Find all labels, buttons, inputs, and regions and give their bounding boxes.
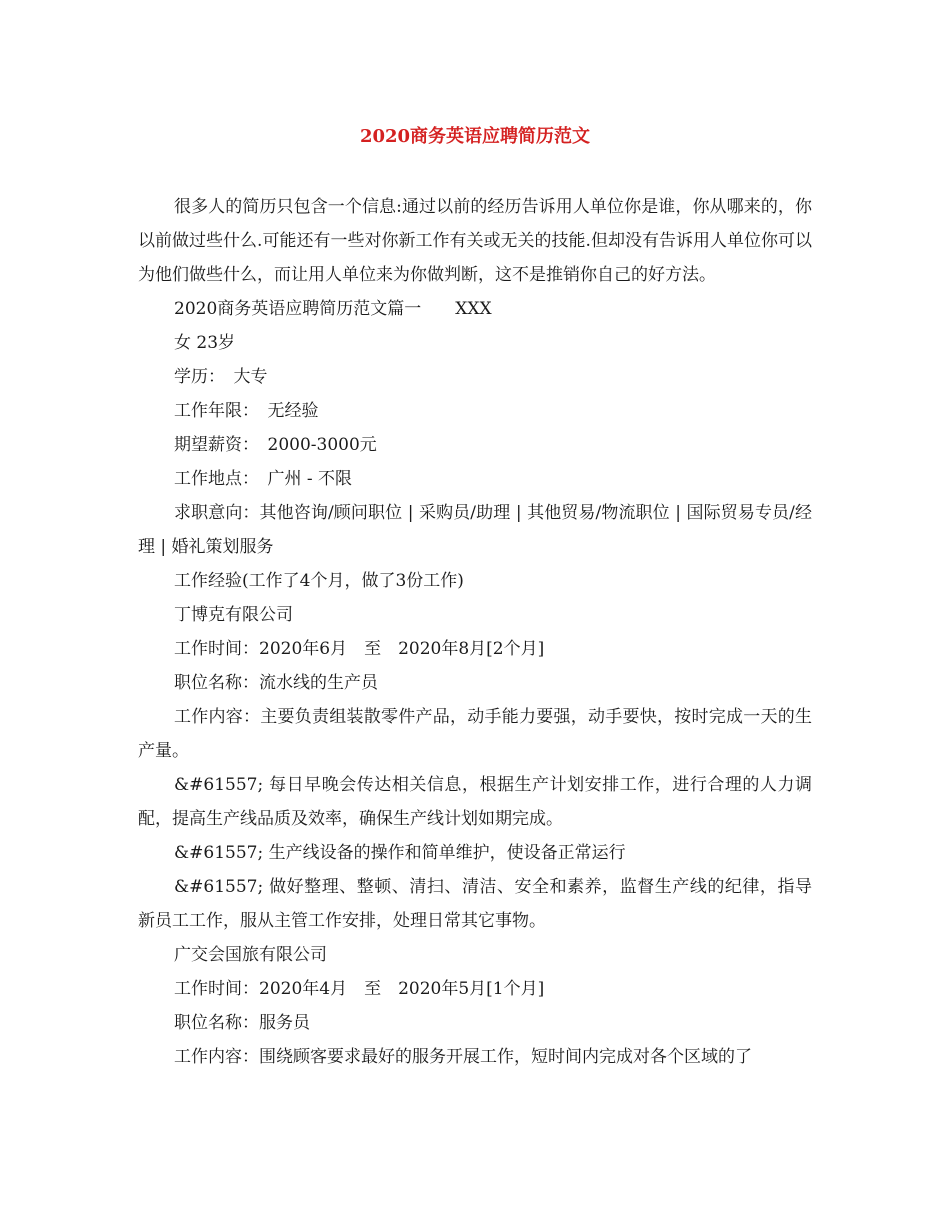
paragraph: 很多人的简历只包含一个信息:通过以前的经历告诉用人单位你是谁，你从哪来的，你以前做过些什么.可能还有一些对你新工作有关或无关的技能.但却没有告诉用人单位你可以为他们做些什么，而让用人单位来为你做判断，这不是推销你自己的好方法。 xyxy=(138,197,812,285)
paragraph: 女 23岁 xyxy=(174,333,236,353)
paragraph: 广交会国旅有限公司 xyxy=(174,945,327,965)
paragraph: 期望薪资： 2000-3000元 xyxy=(174,435,377,455)
paragraph: 2020商务英语应聘简历范文篇一 XXX xyxy=(174,299,492,319)
paragraph: &#61557; 生产线设备的操作和简单维护，使设备正常运行 xyxy=(174,843,626,863)
paragraph: 工作时间：2020年4月 至 2020年5月[1个月] xyxy=(174,979,545,999)
paragraph: 工作地点： 广州 - 不限 xyxy=(174,469,353,489)
paragraph: 工作内容：围绕顾客要求最好的服务开展工作，短时间内完成对各个区域的了 xyxy=(174,1047,752,1067)
paragraph: 工作内容：主要负责组装散零件产品，动手能力要强，动手要快，按时完成一天的生产量。 xyxy=(138,707,812,761)
paragraph: 求职意向：其他咨询/顾问职位 | 采购员/助理 | 其他贸易/物流职位 | 国际贸易专员/经理 | 婚礼策划服务 xyxy=(138,503,812,557)
document-body xyxy=(138,190,812,1074)
paragraph: 职位名称：服务员 xyxy=(174,1013,310,1033)
paragraph: &#61557; 做好整理、整顿、清扫、清洁、安全和素养，监督生产线的纪律，指导新员工工作，服从主管工作安排，处理日常其它事物。 xyxy=(138,877,812,931)
paragraph: 学历： 大专 xyxy=(174,367,268,387)
paragraph: 丁博克有限公司 xyxy=(174,605,293,625)
paragraph: 工作年限： 无经验 xyxy=(174,401,319,421)
document-title: 2020商务英语应聘简历范文 xyxy=(359,126,591,147)
paragraph: 工作经验(工作了4个月，做了3份工作) xyxy=(174,571,464,591)
paragraph: 职位名称：流水线的生产员 xyxy=(174,673,378,693)
paragraph: &#61557; 每日早晚会传达相关信息，根据生产计划安排工作，进行合理的人力调配，提高生产线品质及效率，确保生产线计划如期完成。 xyxy=(138,775,812,829)
paragraph: 工作时间：2020年6月 至 2020年8月[2个月] xyxy=(174,639,545,659)
